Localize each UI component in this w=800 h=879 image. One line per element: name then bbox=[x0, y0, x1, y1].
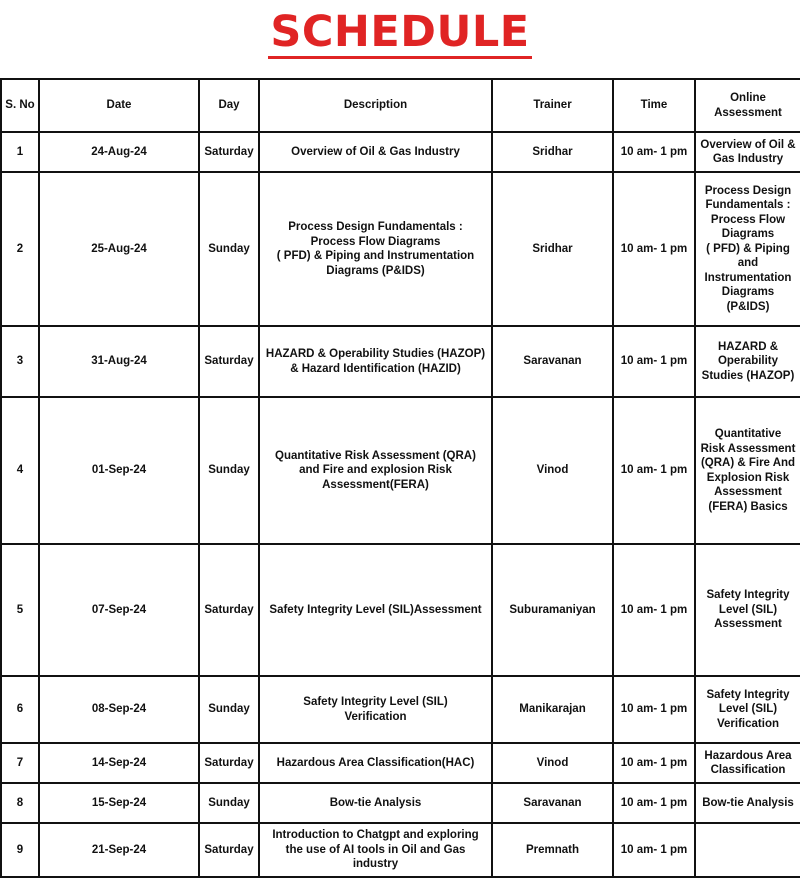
cell-online-assessment: Safety Integrity Level (SIL) Verification bbox=[695, 676, 800, 743]
cell-trainer: Vinod bbox=[492, 743, 613, 783]
cell-description: Process Design Fundamentals : Process Flow Diagrams ( PFD) & Piping and Instrumentation Diagrams (P&IDS) bbox=[259, 172, 492, 326]
cell-description: Quantitative Risk Assessment (QRA) and Fire and explosion Risk Assessment(FERA) bbox=[259, 397, 492, 544]
cell-date: 07-Sep-24 bbox=[39, 544, 199, 676]
cell-trainer: Sridhar bbox=[492, 132, 613, 172]
cell-online-assessment: Bow-tie Analysis bbox=[695, 783, 800, 823]
table-row bbox=[1, 823, 800, 877]
table-row bbox=[1, 544, 800, 676]
table-row bbox=[1, 676, 800, 743]
cell-time: 10 am- 1 pm bbox=[613, 172, 695, 326]
cell-online-assessment bbox=[695, 823, 800, 877]
cell-day: Sunday bbox=[199, 172, 259, 326]
cell-date: 15-Sep-24 bbox=[39, 783, 199, 823]
cell-sno: 2 bbox=[1, 172, 39, 326]
cell-day: Saturday bbox=[199, 743, 259, 783]
cell-sno: 3 bbox=[1, 326, 39, 397]
cell-trainer: Sridhar bbox=[492, 172, 613, 326]
cell-day: Saturday bbox=[199, 326, 259, 397]
title-area bbox=[0, 0, 800, 74]
cell-date: 31-Aug-24 bbox=[39, 326, 199, 397]
cell-time: 10 am- 1 pm bbox=[613, 326, 695, 397]
cell-trainer: Suburamaniyan bbox=[492, 544, 613, 676]
cell-day: Saturday bbox=[199, 823, 259, 877]
table-row bbox=[1, 326, 800, 397]
cell-trainer: Vinod bbox=[492, 397, 613, 544]
table-row bbox=[1, 132, 800, 172]
cell-description: Safety Integrity Level (SIL) Verification bbox=[259, 676, 492, 743]
cell-sno: 8 bbox=[1, 783, 39, 823]
cell-description: HAZARD & Operability Studies (HAZOP) & Hazard Identification (HAZID) bbox=[259, 326, 492, 397]
cell-date: 14-Sep-24 bbox=[39, 743, 199, 783]
cell-sno: 4 bbox=[1, 397, 39, 544]
header-sno: S. No bbox=[1, 79, 39, 132]
table-row bbox=[1, 172, 800, 326]
cell-time: 10 am- 1 pm bbox=[613, 132, 695, 172]
cell-date: 21-Sep-24 bbox=[39, 823, 199, 877]
cell-description: Overview of Oil & Gas Industry bbox=[259, 132, 492, 172]
cell-time: 10 am- 1 pm bbox=[613, 397, 695, 544]
header-day: Day bbox=[199, 79, 259, 132]
cell-time: 10 am- 1 pm bbox=[613, 743, 695, 783]
cell-online-assessment: Hazardous Area Classification bbox=[695, 743, 800, 783]
cell-sno: 7 bbox=[1, 743, 39, 783]
header-online-assessment: Online Assessment bbox=[695, 79, 800, 132]
cell-description: Safety Integrity Level (SIL)Assessment bbox=[259, 544, 492, 676]
table-row bbox=[1, 743, 800, 783]
cell-description: Hazardous Area Classification(HAC) bbox=[259, 743, 492, 783]
header-description: Description bbox=[259, 79, 492, 132]
cell-time: 10 am- 1 pm bbox=[613, 783, 695, 823]
cell-online-assessment: HAZARD & Operability Studies (HAZOP) bbox=[695, 326, 800, 397]
cell-sno: 1 bbox=[1, 132, 39, 172]
cell-day: Sunday bbox=[199, 676, 259, 743]
page-title: SCHEDULE bbox=[270, 7, 530, 57]
cell-sno: 5 bbox=[1, 544, 39, 676]
header-trainer: Trainer bbox=[492, 79, 613, 132]
cell-trainer: Saravanan bbox=[492, 783, 613, 823]
header-time: Time bbox=[613, 79, 695, 132]
cell-day: Saturday bbox=[199, 544, 259, 676]
cell-trainer: Manikarajan bbox=[492, 676, 613, 743]
cell-date: 24-Aug-24 bbox=[39, 132, 199, 172]
cell-time: 10 am- 1 pm bbox=[613, 676, 695, 743]
cell-date: 25-Aug-24 bbox=[39, 172, 199, 326]
cell-time: 10 am- 1 pm bbox=[613, 823, 695, 877]
cell-online-assessment: Process Design Fundamentals : Process Flow Diagrams ( PFD) & Piping and Instrumentation Diagrams (P&IDS) bbox=[695, 172, 800, 326]
cell-day: Saturday bbox=[199, 132, 259, 172]
cell-date: 08-Sep-24 bbox=[39, 676, 199, 743]
cell-date: 01-Sep-24 bbox=[39, 397, 199, 544]
cell-trainer: Premnath bbox=[492, 823, 613, 877]
cell-day: Sunday bbox=[199, 783, 259, 823]
cell-day: Sunday bbox=[199, 397, 259, 544]
cell-sno: 9 bbox=[1, 823, 39, 877]
cell-online-assessment: Quantitative Risk Assessment (QRA) & Fire And Explosion Risk Assessment (FERA) Basics bbox=[695, 397, 800, 544]
table-header-row bbox=[1, 79, 800, 132]
cell-description: Bow-tie Analysis bbox=[259, 783, 492, 823]
table-row bbox=[1, 783, 800, 823]
cell-online-assessment: Overview of Oil & Gas Industry bbox=[695, 132, 800, 172]
cell-trainer: Saravanan bbox=[492, 326, 613, 397]
table-row bbox=[1, 397, 800, 544]
cell-time: 10 am- 1 pm bbox=[613, 544, 695, 676]
cell-sno: 6 bbox=[1, 676, 39, 743]
header-date: Date bbox=[39, 79, 199, 132]
cell-description: Introduction to Chatgpt and exploring the use of AI tools in Oil and Gas industry bbox=[259, 823, 492, 877]
schedule-table bbox=[0, 78, 800, 878]
cell-online-assessment: Safety Integrity Level (SIL) Assessment bbox=[695, 544, 800, 676]
